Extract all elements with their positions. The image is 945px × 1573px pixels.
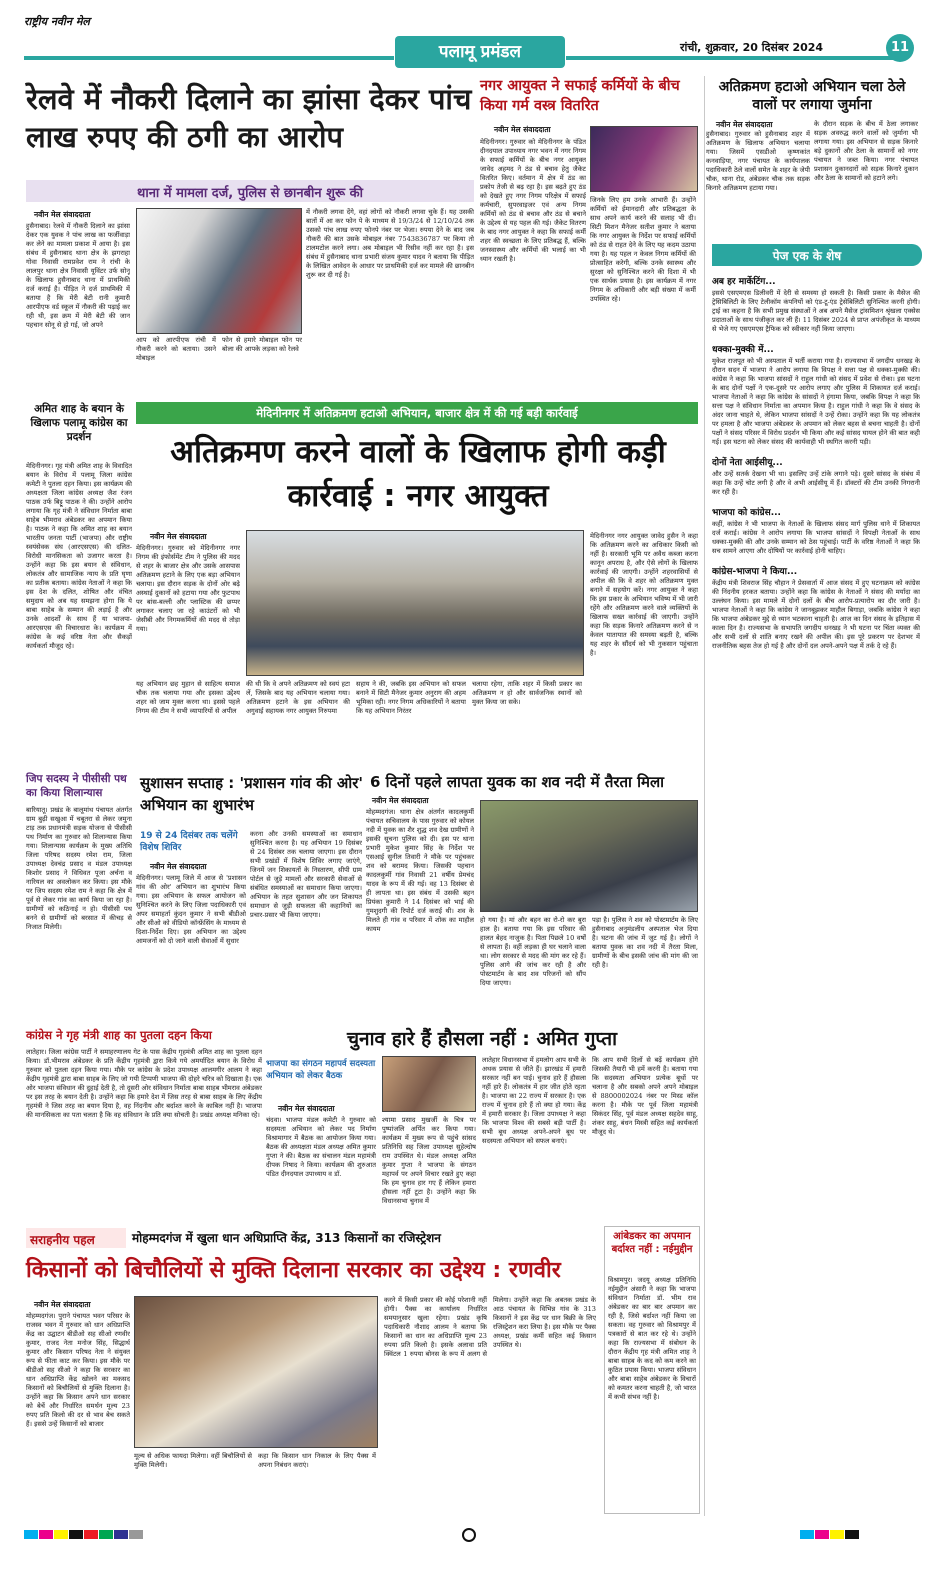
story11-byline: नवीन मेल संवाददाता [34, 1300, 91, 1309]
story12-headline: आंबेडकर का अपमान बर्दाश्त नहीं : नईमुद्दीन [611, 1231, 693, 1255]
sidebar-item-body: कहीं, कांग्रेस ने भी भाजपा के नेताओं के खिलाफ संसद मार्ग पुलिस थाने में शिकायत दर्ज कराई। कांग्रेस ने आरोप लगाया कि भाजपा सांसदों ने विपक्षी नेताओं के साथ धक्का-मुक्की की और उनके सम्मान को ठेस पहुंचाई। पार्टी के वरिष्ठ नेताओं ने कहा कि सच सामने आएगा और दोषियों पर कार्रवाई होनी चाहिए। [712, 520, 920, 555]
date-line: रांची, शुक्रवार, 20 दिसंबर 2024 [680, 41, 824, 54]
story1-caption-left: आप को आरपीएफ रांची में नौकरी करने को बताया। उसने मोबाइल [136, 336, 216, 362]
sidebar-item-body: और उन्हें सतर्क देखना भी था। इसलिए उन्हें टांके लगाने पड़े। दूसरे सांसद के संबंध में कहा कि उन्हें चोट लगी है और वे अभी आईसीयू में हैं। डॉक्टरों की टीम उनकी निगरानी कर रही है। [712, 470, 920, 496]
story8-body: मोहम्मदगंज। थाना क्षेत्र अंतर्गत कादलकुर्मी पंचायत सचिवालय के पास गुरुवार को कोयल नदी में युवक का शैर शुद्ध शव देख ग्रामीणों ने इसकी सूचना पुलिस को दी। इस पर थाना प्रभारी मुकेश कुमार सिंह के निर्देश पर एसआई सुनील तिवारी ने मौके पर पहुंचकर शव को बरामद किया। जिसकी पहचान कादलकुर्मी गांव निवासी 21 वर्षीय प्रेमचंद यादव के रूप में की गई। वह 13 दिसंबर से ही लापता था। इस संबंध में उसकी बहन प्रियंका कुमारी ने 14 दिसंबर को भाई की गुमशुदगी की रिपोर्ट दर्ज कराई थी। शव के मिलते ही गांव व परिवार में शोक का माहौल कायम [366, 808, 474, 933]
story6-photo [246, 530, 584, 676]
story8-headline: 6 दिनों पहले लापता युवक का शव नदी में तैरता मिला [370, 773, 665, 791]
story10-photo [382, 1056, 476, 1112]
story12-body: विश्रामपुर। जदयू अध्यक्ष प्रतिनिधि नईमुद्दीन अंसारी ने कहा कि भाजपा संविधान निर्माता डॉ. भीम राव अंबेडकर का बार बार अपमान कर रही है, जिसे बर्दाश्त नहीं किया जा सकता। वह गुरुवार को विश्रामपुर में पत्रकारों से बात कर रहे थे। उन्होंने कहा कि राज्यसभा में संबोधन के दौरान केंद्रीय गृह मंत्री अमित शाह ने बाबा साहब के कद को कम करने का कुठित प्रयास किया। भाजपा संविधान और बाबा साहेब अंबेडकर के विचारों को कमतर करना चाहती है, जो भारत में कभी संभव नहीं है। [608, 1276, 696, 1401]
story2-photo [590, 126, 698, 192]
story6-headline: अतिक्रमण करने वालों के खिलाफ होगी कड़ी कार्रवाई : नगर आयुक्त [170, 434, 666, 514]
story6-body: मेदिनीनगर। गुरुवार को मेदिनीनगर नगर निगम की इंफोर्समेंट टीम ने पुलिस की मदद से शहर के बाजार क्षेत्र और उसके आसपास अतिक्रमण हटाने के लिए एक बड़ा अभियान चलाया। इस दौरान सड़क के दोनों ओर बढ़े अस्थाई दुकानों को हटाया गया और फुटपाथ पर बांस-बल्ली और प्लास्टिक की छप्पर लगाकर चलाए जा रहे काउंटरों को भी जेसीबी और निगमकर्मियों की मदद से तोड़ा गया। [136, 544, 240, 633]
story4-headline: अमित शाह के बयान के खिलाफ पलामू कांग्रेस का प्रदर्शन [30, 403, 128, 443]
paper-name: राष्ट्रीय नवीन मेल [24, 15, 90, 28]
sidebar-item-title: भाजपा को कांग्रेस... [712, 508, 781, 518]
section-title: पलामू प्रमंडल [438, 42, 522, 62]
story1-subhead: थाना में मामला दर्ज, पुलिस से छानबीन शुरू की [137, 186, 363, 201]
swatch-grey [129, 1530, 143, 1539]
story8-photo [480, 800, 698, 912]
sidebar-item-title: अब हर मार्केटिंग... [712, 277, 776, 287]
sidebar-header: पेज एक के शेष [772, 249, 842, 263]
sidebar-divider [704, 76, 705, 1516]
masthead-line-left [24, 56, 394, 60]
sidebar-item-title: धक्का-मुक्की में... [712, 345, 774, 355]
story7-headline: सुशासन सप्ताह : 'प्रशासन गांव की ओर' अभियान का शुभारंभ [140, 774, 364, 814]
story6-body-6: मेदिनीनगर नगर आयुक्त जावेद हुसैन ने कहा कि अतिक्रमण करने का अधिकार किसी को नहीं है। सरकारी भूमि पर अवैध कब्जा करना कानून अपराध है, और ऐसे लोगों के खिलाफ कार्रवाई की जाएगी। उन्होंने शहरवासियों से अपील की कि वे शहर को अतिक्रमण मुक्त बनाने में सहयोग करें। नगर आयुक्त ने कहा कि इस प्रकार के अभियान भविष्य में भी जारी रहेंगे और अतिक्रमण करने वाले व्यक्तियों के खिलाफ सख्त कार्रवाई की जाएगी। उन्होंने कहा कि सड़क किनारे अतिक्रमण करने से न केवल यातायात की समस्या बढ़ती है, बल्कि यह शहर के सौंदर्य को भी नुकसान पहुंचाता है। [590, 532, 698, 657]
masthead [0, 0, 945, 60]
sidebar-item-body: इससे एसएमएस डिलीवरी में देरी से समस्या हो सकती है। किसी प्रकार के मैसेज की ट्रेसिबिलिटी के लिए टेलीकॉम कंपनियों को एंड-टू-एंड ट्रेसेबिलिटी सुनिश्चित करनी होगी। ट्राई का कहना है कि सभी प्रमुख संस्थाओं ने अब अपने मैसेज ट्रांसमिशन श्रृंखला एक्सेस प्रदाताओं के साथ पंजीकृत कर ली हैं। 11 दिसंबर 2024 से प्राप्त अपंजीकृत के माध्यम से भेजे गए एसएमएस ट्रैफिक को स्वीकार नहीं किया जाएगा। [712, 289, 920, 333]
story3-body-cont: के दौरान सड़क के बीच में ठेला लगाकर सड़क अवरुद्ध करने वालों को जुर्माना भी लगाया गया। इस अभियान से सड़क किनारे बड़े दुकानों और ठेला के सामानों को नगर पंचायत ने जब्त किया। नगर पंचायत प्रशासन दुकानदारों को सड़क किनारे दुकान और ठेला के सामानों को हटाने लगे। [814, 120, 918, 182]
story1-caption-right: फोन से हमारे मोबाइल फोन पर बोला की आपके लड़का को रेलवे [222, 336, 302, 353]
story2-body-cont: जिनके लिए हम उनके आभारी हैं। उन्होंने कर्मियों को ईमानदारी और प्रतिबद्धता के साथ अपने कार्य करने की सलाह भी दी। सिटी मिशन मैनेजर सतीश कुमार ने बताया कि नगर आयुक्त के निर्देश पर सफाई कर्मियों को ठंड से राहत देने के लिए यह कदम उठाया गया है। यह पहल न केवल निगम कर्मियों की प्रोत्साहित करेगी, बल्कि उनके स्वास्थ्य और सुरक्षा को सुनिश्चित करने की दिशा में भी एक सार्थक प्रयास है। इस कार्यक्रम में नगर निगम के अधिकारी और बड़ी संख्या में कर्मी उपस्थित रहे। [590, 196, 696, 303]
story7-body-cont: करना और उनकी समस्याओं का समाधान सुनिश्चित करना है। यह अभियान 19 दिसंबर से 24 दिसंबर तक चलाया जाएगा। इस दौरान सभी प्रखंडों में विशेष शिविर लगाए जाएंगे, जिनमें जन शिकायतों के निस्तारण, सीपी ग्राम पोर्टल से जुड़े मामलों और सरकारी सेवाओं से संबंधित समस्याओं का समाधान किया जाएगा। अभियान के तहत सुशासन और जन शिकायत समाधान से जुड़ी सफलता की कहानियों का प्रचार-प्रसार भी किया जाएगा। [250, 830, 362, 919]
sidebar-item-title: दोनों नेता आईसीयू... [712, 458, 783, 468]
story10-body-3: लातेहार विधानसभा में हमलोग आप सभी के अथक प्रयास से जीते हैं। झारखंड में हमारी सरकार नहीं बन पाई। चुनाव हारे हैं हौसला नहीं हारे हैं। लोकतंत्र में हार जीत होते रहता है। भाजपा का 22 राज्य में सरकार है। एक राज्य में चुनाव हारे हैं तो क्या हो गया। केंद्र में हमारी सरकार है। जिला उपाध्यक्ष ने कहा कि भाजपा विश्व की सबसे बड़ी पार्टी है। सभी बूथ अध्यक्ष अपने-अपने बूथ पर सदस्यता अभियान को सफल बनाएं। [482, 1056, 586, 1145]
sidebar-items [712, 272, 920, 1512]
story7-body: मेदिनीनगर। पलामू जिले में आज से 'प्रशासन गांव की ओर' अभियान का शुभारंभ किया गया। इस अभियान के सफल आयोजन को सुनिश्चित करने के लिए जिला पदाधिकारी एवं अपर समाहर्ता कुंदन कुमार ने सभी बीडीओ और सीओ को वीडियो कॉन्फ्रेंसिंग के माध्यम से दिशा-निर्देश दिए। इस अभियान का उद्देश्य आमजनों को दो जाने वाली सेवाओं में सुधार [136, 874, 246, 945]
swatch-black [69, 1530, 83, 1539]
story11-photo [134, 1296, 378, 1448]
sidebar-item-body: मुकेश राजपूत को भी अस्पताल में भर्ती कराया गया है। राज्यसभा में जगदीप धनखड़ के दौरान सदन में भाजपा ने आरोप लगाया कि विपक्ष ने सत्ता पक्ष से धक्का-मुक्की की। कांग्रेस ने कहा कि भाजपा सांसदों ने राहुल गांधी को संसद में प्रवेश से रोका। इस घटना के बाद दोनों पक्षों ने एक-दूसरे पर आरोप लगाए और पुलिस में शिकायत दर्ज कराई। भाजपा नेताओं ने कहा कि कांग्रेस के सांसदों ने हंगामा किया, जबकि विपक्ष ने कहा कि सत्ता पक्ष ने संविधान निर्माता का अपमान किया है। राहुल गांधी ने कहा कि वे संसद के अंदर जाना चाहते थे, लेकिन भाजपा सांसदों ने उन्हें रोका। उन्होंने कहा कि यह लोकतंत्र पर हमला है और भाजपा अंबेडकर के अपमान को लेकर बहस से बचना चाहती है। दोनों पक्षों ने संसद परिसर में विरोध प्रदर्शन भी किया और कई सांसद घायल होने की बात कही गई। इस घटना को लेकर संसद की कार्यवाही भी स्थगित करनी पड़ी। [712, 357, 920, 446]
story10-body-2: श्यामा प्रसाद मुखर्जी के चित्र पर पुष्पांजलि अर्पित कर किया गया। कार्यक्रम में मुख्य रूप से पहुंचे सांसद प्रतिनिधि सह जिला उपाध्यक्ष सुहेल्दोष राम उपस्थित थे। मंडल अध्यक्ष अमित कुमार गुप्ता ने भाजपा के संगठन महापर्व पर अपने विचार रखते हुए कहा कि हम चुनाव हार गए हैं लेकिन हमारा हौसला नहीं टूटा है। उन्होंने कहा कि विधानसभा चुनाव में [382, 1116, 476, 1205]
swatch-cyan [24, 1530, 38, 1539]
sidebar-item [712, 274, 920, 334]
story5-headline: जिप सदस्य ने पीसीसी पथ का किया शिलान्यास [26, 773, 127, 799]
story11-title: मोहम्मदगंज में खुला धान अधिप्राप्ति केंद्र, 313 किसानों का रजिस्ट्रेशन [132, 1231, 441, 1245]
story3-headline: अतिक्रमण हटाओ अभियान चला ठेले वालों पर लगाया जुर्माना [718, 79, 906, 113]
story10-subhead: भाजपा का संगठन महापर्व सदस्यता अभियान को लेकर बैठक [266, 1059, 376, 1081]
story6-body-2: यह अभियान छह मुहान से साहित्य समाज चौक तक चलाया गया और इसका उद्देश्य शहर को जाम मुक्त करना था। इससे पहले निगम की टीम ने सभी व्यापारियों से अपील [136, 680, 240, 715]
swatch-magenta [815, 1530, 829, 1539]
swatch-cyan [800, 1530, 814, 1539]
story11-body-cont: करने में किसी प्रकार की कोई परेशानी नहीं होगी। पैक्स का कार्यालय निर्धारित समयानुसार खुला रहेगा। प्रखंड कृषि पदाधिकारी नौशाद आलम ने बताया कि किसानों का धान का अधिप्राप्ति मूल्य 23 रुपया प्रति किलो है। इसके अलावा प्रति क्विंटल 1 रुपया बोनस के रूप में अलग से मिलेगा। उन्होंने कहा कि अबतक प्रखंड के आठ पंचायत के विभिन्न गांव के 313 किसानों ने इस केंद्र पर धान बिक्री के लिए रजिस्ट्रेशन करा लिया है। इस मौके पर पैक्स अध्यक्ष, प्रखंड कर्मी सहित कई किसान उपस्थित थे। [384, 1296, 596, 1358]
story2-body: मेदिनीनगर। गुरुवार को मेदिनीनगर के पंडित दीनदयाल उपाध्याय नगर भवन में नगर निगम के सफाई कर्मियों के बीच नगर आयुक्त जावेद अहमद ने ठंड से बचाव हेतु जैकेट वितरित किए। वर्तमान में क्षेत्र में ठंड का प्रकोप तेजी से बढ़ रहा है। इस बढ़ते हुए ठंड को देखते हुए नगर निगम परिक्षेत्र में सफाई कर्मचारी, सुपरवाइजर एवं अन्य निगम कर्मियों को ठंड से बचाव और ठंड से बचाने के उद्देश्य से यह पहल की गई। जैकेट वितरण के बाद नगर आयुक्त ने कहा कि सफाई कर्मी शहर की स्वच्छता के लिए प्रतिबद्ध हैं, बल्कि जनस्वास्थ्य और कर्मियों की भलाई का भी ध्यान रखती है। [480, 138, 586, 263]
swatch-red [84, 1530, 98, 1539]
story2-byline: नवीन मेल संवाददाता [494, 125, 551, 134]
story8-byline: नवीन मेल संवाददाता [372, 796, 429, 805]
story7-byline: नवीन मेल संवाददाता [150, 862, 207, 871]
story5-body: बारियातू। प्रखंड के बालूमांथ पंचायत अंतर्गत ग्राम बुढ़ी सखुआ में चबूतरा से लेकर जमुना टाड़ तक प्रधानमंत्री सड़क योजना से पीसीसी पथ निर्माण का गुरुवार को शिलान्यास किया गया। शिलान्यास कार्यक्रम के मुख्य अतिथि जिला परिषद सदस्य रमेश राम, जिला उपाध्यक्ष देवचंद्र प्रसाद व मंडल उपाध्यक्ष किशोर प्रसाद ने विधिवत पूजा अर्चना व नारियल का अवलोकन कर किया। इस मौके पर जिप सदस्य रमेश राम ने कहा कि क्षेत्र में पूर्व से लेकर गांव का कार्य किया जा रहा है। ग्रामीणों को कठिनाई न हो। पीसीसी पथ बनने से ग्रामीणों को बरसात में कीचड़ से निजात मिलेगी। [26, 806, 132, 931]
swatch-green [99, 1530, 113, 1539]
story11-caption-left: मूल्य से अधिक फायदा मिलेगा। वहीं बिचौलियों से मुक्ति मिलेगी। [134, 1452, 252, 1469]
story6-band-text: मेदिनीनगर में अतिक्रमण हटाओ अभियान, बाजार क्षेत्र में की गई बड़ी कार्रवाई [256, 406, 578, 420]
story1-body: हुसैनाबाद। रेलवे में नौकरी दिलाने का झांसा देकर एक युवक ने पांच लाख का फर्जीवाड़ा कर लेने का मामला प्रकाश में आया है। इस संबंध में हुसैनाबाद थाना क्षेत्र के झगराहा गोवा निवासी रामप्रवेश राम ने रांची के लालपुर थाना क्षेत्र निवासी यूविंटर उर्फ सोनू के खिलाफ हुसैनाबाद थाना में प्राथमिकी दर्ज कराई है। पीड़ित ने दर्ज प्राथमिकी में बताया है कि मेरी बेटी रानी कुमारी आरपीएफ वर्ड स्कूल में नौकरी की पढ़ाई कर रही थी, इस क्रम में मेरी बेटी की जान पहचान सोनू से हो गई, जो अपने [26, 222, 130, 329]
sidebar-item [712, 505, 920, 556]
story8-body-2: हो गया है। मां और बहन का रो-रो कर बुरा हाल है। बताया गया कि इस परिवार की हालत बेहद नाजुक है। पिता पिछले 10 वर्षों से लापता हैं। वहीं लड़का ही घर चलाने वाला था। लोग सरकार से मदद की मांग कर रहे हैं। पुलिस आगे की जांच कर रही है और पोस्टमार्टम के बाद शव परिजनों को सौंप दिया जाएगा। [480, 916, 586, 987]
story6-body-5: चलाया रहेगा, ताकि शहर में किसी प्रकार का अतिक्रमण न हो और सार्वजनिक स्थानों को मुक्त किया जा सके। [472, 680, 582, 706]
sidebar-item [712, 342, 920, 447]
story11-body: मोहम्मदगंज। पुराने पंचायत भवन परिसर के राजस्व भवन में गुरुवार को धान अधिप्राप्ति केंद्र का उद्घाटन बीडीओ सह सीओ रणवीर कुमार, राजद नेता मनोज सिंह, सिद्धार्थ कुमार और किसान परिषद नेता ने संयुक्त रूप से फीता काट कर किया। इस मौके पर बीडीओ सह सीओ ने कहा कि सरकार का धान अधिप्राप्ति केंद्र खोलने का मकसद किसानों को बिचौलियों से मुक्ति दिलाना है। उन्होंने कहा कि किसान अपने धान सरकार को बेचें और निर्धारित समर्थन मूल्य 23 रुपए प्रति किलो की दर से भाव बेच सकते हैं। इससे उन्हें किसानों को बाजार [26, 1312, 130, 1428]
story6-body-3: की थी कि वे अपने अतिक्रमण को स्वयं हटा लें, जिसके बाद यह अभियान चलाया गया। अतिक्रमण हटाने के इस अभियान की अगुवाई सहायक नगर आयुक्त निरुपमा [246, 680, 350, 715]
sidebar-item [712, 455, 920, 497]
sidebar-item-body: केंद्रीय मंत्री शिवराज सिंह चौहान ने प्रेसवार्ता में आज संसद में हुए घटनाक्रम को कांग्रेस की निंदनीय हरकत बताया। उन्होंने कहा कि कांग्रेस के नेताओं ने संसद की मर्यादा का उल्लंघन किया। इस मामले में दोनों दलों के बीच आरोप-प्रत्यारोप का दौर जारी है। भाजपा नेताओं ने कहा कि कांग्रेस ने जानबूझकर माहौल बिगाड़ा, जबकि कांग्रेस ने कहा कि भाजपा अंबेडकर मुद्दे से ध्यान भटकाना चाहती है। आज का दिन संसद के इतिहास में काला दिन है। राज्यसभा के सभापति जगदीप धनखड़ ने भी घटना पर चिंता व्यक्त की और सभी दलों से शांति बनाए रखने की अपील की। इस पूरे प्रकरण पर देशभर में राजनीतिक बहस तेज हो गई है और दोनों दल अपने-अपने पक्ष में तर्क दे रहे हैं। [712, 579, 920, 650]
story3-byline: नवीन मेल संवाददाता [716, 120, 773, 129]
color-registration-strip [24, 1530, 143, 1539]
story10-headline: चुनाव हारे हैं हौसला नहीं : अमित गुप्ता [346, 1028, 617, 1050]
story10-body-4: कि आप सभी दिलों से बढ़ें कार्यक्रम होंगे जिसकी तैयारी भी हमें करनी है। बताया गया कि सदस्यता अभियान प्रत्येक बूथों पर चलाना है और सबको अपने अपने मोबाइल से 8800002024 नंबर पर मिस्ड कॉल करना है। मौके पर पूर्व जिला महामंत्री सिकंदर सिंह, पूर्व मंडल अध्यक्ष सहदेव साहू, शंकर साहू, बंधन मिस्त्री सहित कई कार्यकर्ता मौजूद थे। [592, 1056, 698, 1136]
story10-byline: नवीन मेल संवाददाता [278, 1104, 335, 1113]
story10-body: चंदवा। भाजपा मंडल कमेटी ने गुरुवार को सदस्यता अभियान को लेकर पद निर्माण विश्रामागार में बैठक का आयोजन किया गया। बैठक की अध्यक्षता मंडल अध्यक्ष अमित कुमार गुप्ता ने की। बैठक का संचालन मंडल महामंत्री दीपक निषाद ने किया। कार्यक्रम की शुरुआत पंडित दीनदयाल उपाध्याय व डॉ. [266, 1116, 376, 1178]
story9-body: लातेहार। जिला कांग्रेस पार्टी ने समाहरणालय गेट के पास केंद्रीय गृहमंत्री अमित शाह का पुतला दहन किया। डॉ.भीमराव अंबेडकर के प्रति केंद्रीय गृहमंत्री द्वारा किये गये अमर्यादित बयान के विरोध में गुरुवार को पुतला दहन किया गया। मौके पर कांग्रेस के प्रदेश उपाध्यक्ष आलमगीर आलम ने कहा केंद्रीय गृहमंत्री द्वारा बाबा साहब के लिए जो गयी टिप्पणी भाजपा की दोहरे चरित्र को दिखाता है। एक ओर भाजपा संविधान की दुहाई देती है, तो दूसरी ओर संविधान निर्माता बाबा साहब भीमराव अंबेडकर पर इस तरह के बयान देती है। उन्होंने कहा कि हमारे देश में जिस तरह से बाबा साहब के लिए केंद्रीय गृहमंत्री ने जिस तरह का बयान दिया है, वह निंदनीय और बर्दाश्त करने के काबिल नहीं है। भाजपा की मानसिकता का पता चलता है कि वह संविधान के प्रति क्या सोचती है। प्रखंड अध्यक्ष मनिका रहे। [26, 1048, 262, 1119]
sidebar-item-title: कांग्रेस-भाजपा ने किया... [712, 567, 798, 577]
story11-headline: किसानों को बिचौलियों से मुक्ति दिलाना सरकार का उद्देश्य : रणवीर [26, 1258, 561, 1283]
story11-tag: सराहनीय पहल [30, 1233, 95, 1247]
story8-body-3: पड़ा है। पुलिस ने शव को पोस्टमार्टम के लिए हुसैनाबाद अनुमंडलीय अस्पताल भेज दिया है। घटना की जांच में जुट गई है। लोगों ने बताया युवक का शव नदी में तैरता मिला, ग्रामीणों के बीच इसकी जांच की मांग की जा रही है। [592, 916, 698, 969]
swatch-black [845, 1530, 859, 1539]
story1-body-cont: में नौकरी लगवा देंगे, वहां लोगों को नौकरी लगवा चुके हैं। यह उसकी बातों में आ कर फोन पे के माध्यम से 19/3/24 से 12/10/24 तक उसको पांच लाख रुपए फोनपे नंबर पर भेजा। रुपया देने के बाद जब नौकरी की बात उसके मोबाइल नंबर 7543836787 पर किया तो टालमटोल करने लगा। अब मोबाइल भी रिसीव नहीं कर रहा है। इस संबंध में हुसैनाबाद थाना प्रभारी संजय कुमार यादव ने बताया कि पीड़ित के लिखित आवेदन के आधार पर प्राथमिकी दर्ज कर मामले की छानबीन शुरू कर दी गई है। [306, 208, 474, 279]
story4-body: मेदिनीनगर। गृह मंत्री अमित शाह के विवादित बयान के विरोध में पलामू जिला कांग्रेस कमेटी ने पुतला दहन किया। इस कार्यक्रम की अध्यक्षता जिला कांग्रेस अध्यक्ष जैश रंजन पाठक उर्फ बिट्टू पाठक ने की। उन्होंने आरोप लगाया कि गृह मंत्री ने संविधान निर्माता बाबा साहेब भीमराव अंबेडकर का अपमान किया है। पाठक ने कहा कि अमित शाह का बयान भारतीय जनता पार्टी (भाजपा) और राष्ट्रीय स्वयंसेवक संघ (आरएसएस) की दलित-विरोधी मानसिकता को उजागर करता है। उन्होंने कहा कि इस बयान से संविधान, लोकतंत्र और सामाजिक न्याय के प्रति घृणा का प्रतीक बताया। कांग्रेस नेताओं ने कहा कि इस देश के दलित, शोषित और वंचित समुदाय को अब यह समझना होगा कि ये बाबा साहेब के सम्मान की लड़ाई है और उनके आदर्शों के साथ हैं या भाजपा-आरएसएस की विचारधारा के। कार्यक्रम में कांग्रेस के कई वरिष्ठ नेता और सैकड़ों कार्यकर्ता मौजूद रहे। [26, 462, 132, 650]
color-registration-strip-right [800, 1530, 859, 1539]
story3-body: हुसैनाबाद। गुरुवार को हुसैनाबाद शहर में अतिक्रमण के खिलाफ अभियान चलाया गया। जिसमें एसडीओ कृष्णकांत कनवाड़िया, नगर पंचायत के कार्यपालक पदाधिकारी ठेले वालों समेत के शहर के जेपी चौक, थाना रोड, अंबेडकर चौक तक सड़क किनारे अतिक्रमण हटाया गया। [706, 130, 810, 192]
story1-photo [136, 208, 302, 334]
sidebar-item [712, 564, 920, 651]
swatch-yellow [830, 1530, 844, 1539]
masthead-line-right [566, 56, 896, 60]
registration-mark [462, 1528, 476, 1542]
page-number: 11 [890, 40, 910, 55]
story7-subhead: 19 से 24 दिसंबर तक चलेंगे विशेष शिविर [140, 831, 238, 853]
story6-body-4: सहाय ने की, जबकि इस अभियान को सफल बनाने में सिटी मैनेजर कुमार अनुराग की अहम भूमिका रही। नगर निगम अधिकारियों ने बताया कि यह अभियान निरंतर [356, 680, 466, 715]
story2-headline: नगर आयुक्त ने सफाई कर्मियों के बीच किया गर्म वस्त्र वितरित [480, 78, 680, 114]
story1-byline: नवीन मेल संवाददाता [34, 210, 91, 219]
story11-caption-right: कहा कि किसान धान निकाल के लिए पैक्स में अपना निबंधन कराएं। [258, 1452, 376, 1469]
swatch-blue [114, 1530, 128, 1539]
story1-headline: रेलवे में नौकरी दिलाने का झांसा देकर पांच लाख रुपए की ठगी का आरोप [26, 82, 472, 154]
swatch-magenta [39, 1530, 53, 1539]
story9-headline: कांग्रेस ने गृह मंत्री शाह का पुतला दहन किया [26, 1028, 212, 1042]
story6-byline: नवीन मेल संवाददाता [150, 532, 207, 541]
swatch-yellow [54, 1530, 68, 1539]
